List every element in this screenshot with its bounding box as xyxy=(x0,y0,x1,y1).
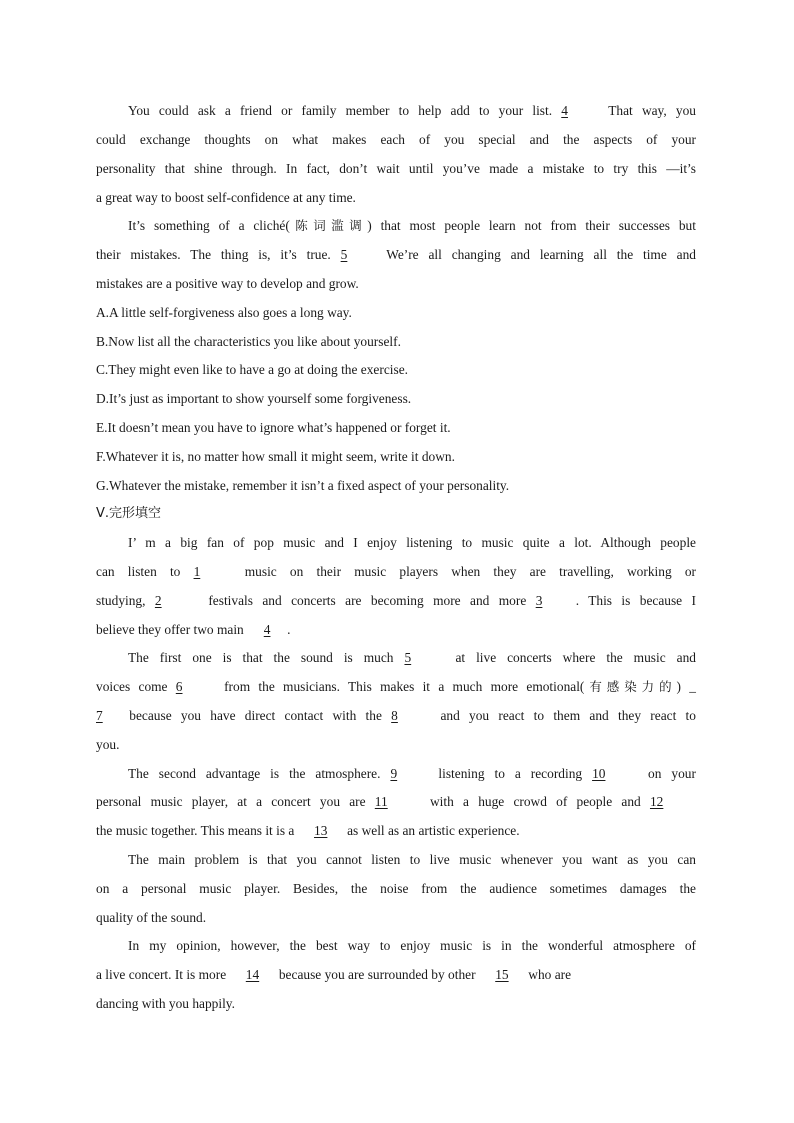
passage-line: It’s something of a cliché(陈词滥调) that most people learn not from their successes but xyxy=(128,218,696,233)
cloze-line: a live concert. It is more 14 because you are surrounded by other 15 who are xyxy=(96,967,572,982)
option-g: G.Whatever the mistake, remember it isn’t a fixed aspect of your personality. xyxy=(96,478,510,493)
option-f: F.Whatever it is, no matter how small it might seem, write it down. xyxy=(96,449,455,464)
answer-blank-14[interactable]: 14 xyxy=(245,967,260,982)
cloze-line: The second advantage is the atmosphere. 9 listening to a recording 10 on your xyxy=(128,766,696,781)
option-c: C.They might even like to have a go at doing the exercise. xyxy=(96,362,408,377)
cloze-line: 7 because you have direct contact with the 8 and you react to them and they react to xyxy=(96,708,696,723)
option-d: D.It’s just as important to show yourself some forgiveness. xyxy=(96,391,412,406)
cloze-line: dancing with you happily. xyxy=(96,996,235,1011)
cloze-line: on a personal music player. Besides, the noise from the audience sometimes damages the xyxy=(96,881,696,896)
answer-blank-2[interactable]: 2 xyxy=(154,593,162,608)
passage-line: mistakes are a positive way to develop and grow. xyxy=(96,276,359,291)
passage-line: You could ask a friend or family member to help add to your list. 4 That way, you xyxy=(128,103,696,118)
cloze-line: can listen to 1 music on their music players when they are travelling, working or xyxy=(96,564,696,579)
passage-line: personality that shine through. In fact, don’t wait until you’ve made a mistake to try this —it’s xyxy=(96,161,696,176)
answer-blank-3[interactable]: 3 xyxy=(535,593,543,608)
cloze-line: personal music player, at a concert you are 11 with a huge crowd of people and 12 xyxy=(96,793,696,811)
answer-blank-10[interactable]: 10 xyxy=(592,766,606,781)
cloze-line: voices come 6 from the musicians. This makes it a much more emotional(有感染力的) _ xyxy=(96,679,696,694)
answer-blank-6[interactable]: 6 xyxy=(175,679,183,694)
passage-line: a great way to boost self-confidence at any time. xyxy=(96,190,356,205)
option-b: B.Now list all the characteristics you like about yourself. xyxy=(96,334,401,349)
cloze-line: In my opinion, however, the best way to enjoy music is in the wonderful atmosphere of xyxy=(128,938,696,953)
cloze-line: you. xyxy=(96,737,120,752)
cloze-line: believe they offer two main 4 . xyxy=(96,622,291,637)
section-title: Ⅴ.完形填空 xyxy=(96,506,162,521)
option-a: A.A little self-forgiveness also goes a long way. xyxy=(96,305,352,320)
answer-blank-4[interactable]: 4 xyxy=(561,103,568,118)
answer-blank-9[interactable]: 9 xyxy=(390,766,398,781)
answer-blank-7[interactable]: 7 xyxy=(96,708,103,723)
option-e: E.It doesn’t mean you have to ignore what’s happened or forget it. xyxy=(96,420,451,435)
cloze-line: The main problem is that you cannot listen to live music whenever you want as you can xyxy=(128,852,696,867)
cloze-line: the music together. This means it is a 13 as well as an artistic experience. xyxy=(96,823,520,838)
passage-line: their mistakes. The thing is, it’s true. 5 We’re all changing and learning all the time and xyxy=(96,247,696,262)
passage-line: could exchange thoughts on what makes each of you special and the aspects of your xyxy=(96,132,696,147)
answer-blank-1[interactable]: 1 xyxy=(193,564,201,579)
answer-blank-13[interactable]: 13 xyxy=(314,823,328,838)
cloze-line: I’ m a big fan of pop music and I enjoy listening to music quite a lot. Although people xyxy=(128,535,696,550)
answer-blank-5[interactable]: 5 xyxy=(340,247,348,262)
cloze-line: studying, 2 festivals and concerts are becoming more and more 3 . This is because I xyxy=(96,593,696,608)
answer-blank-8[interactable]: 8 xyxy=(391,708,398,723)
answer-blank-5[interactable]: 5 xyxy=(404,650,412,665)
chinese-gloss: 有感染力的 xyxy=(584,679,677,694)
answer-blank-15[interactable]: 15 xyxy=(495,967,509,982)
cloze-line: The first one is that the sound is much 5 at live concerts where the music and xyxy=(128,650,696,665)
chinese-gloss: 陈词滥调 xyxy=(289,218,368,233)
cloze-line: quality of the sound. xyxy=(96,910,207,925)
answer-blank-11[interactable]: 11 xyxy=(374,794,388,809)
answer-blank-4[interactable]: 4 xyxy=(263,622,271,637)
answer-blank-12[interactable]: 12 xyxy=(649,794,664,809)
